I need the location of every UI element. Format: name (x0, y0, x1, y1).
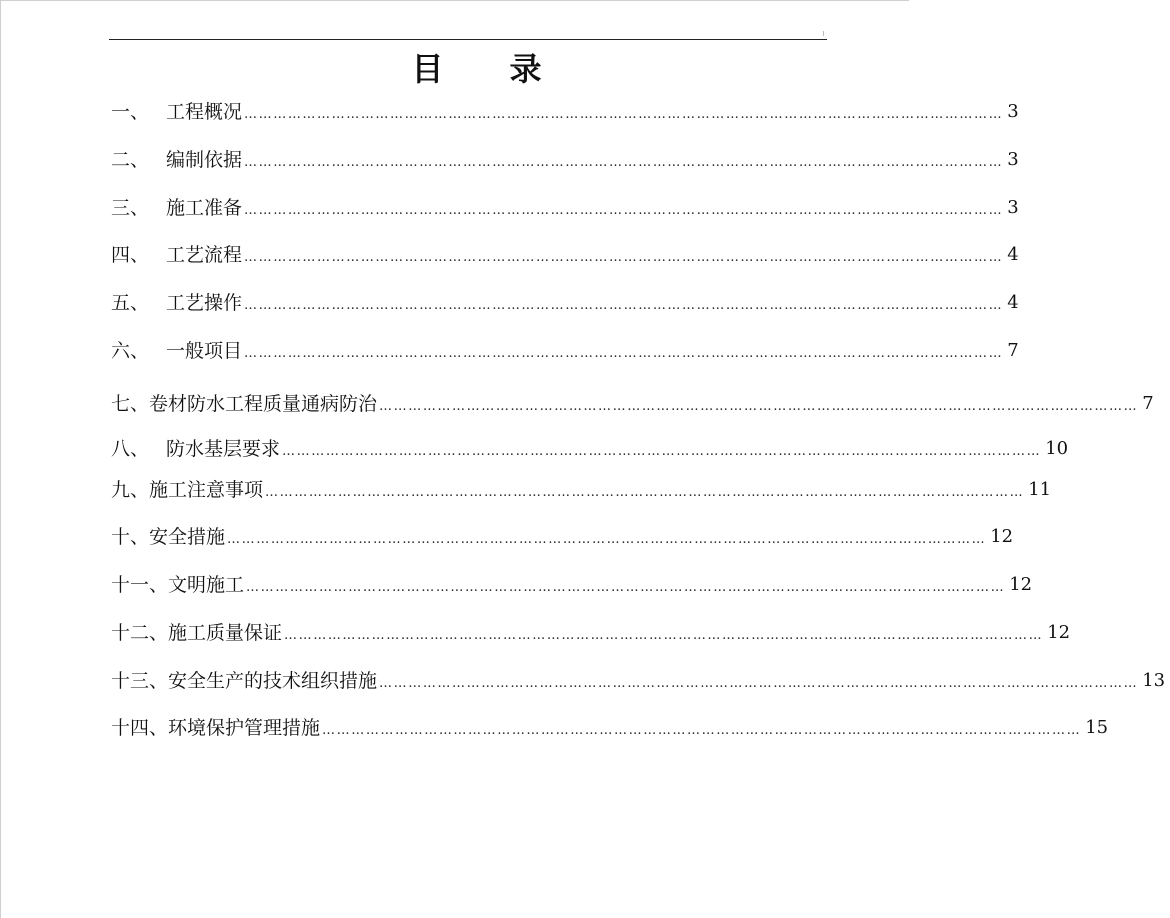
toc-entry[interactable] (111, 477, 1052, 503)
toc-entry-number: 七、 (111, 393, 150, 415)
toc-entry-number: 三、 (111, 197, 150, 219)
toc-entry-page: 4 (1007, 244, 1019, 265)
toc-entry-number: 八、 (111, 438, 150, 460)
toc-entry-page: 4 (1007, 292, 1019, 313)
toc-entry-label: 安全生产的技术组织措施 (168, 670, 378, 692)
toc-entry-number: 十二、 (111, 622, 169, 644)
toc-dot-leader: ………………………………………………………………………………………………………………………………………… (284, 628, 1044, 643)
toc-entry[interactable] (111, 242, 1019, 268)
toc-dot-leader: ………………………………………………………………………………………………………………………………………… (244, 250, 1004, 265)
toc-entry-number: 十、 (111, 526, 150, 548)
toc-entry-number: 四、 (111, 244, 150, 266)
toc-entry-label: 施工注意事项 (149, 479, 264, 501)
toc-entry-page: 7 (1142, 393, 1154, 414)
toc-dot-leader: ………………………………………………………………………………………………………………………………………… (244, 155, 1004, 170)
toc-entry[interactable] (111, 620, 1071, 646)
toc-entry[interactable] (111, 715, 1109, 741)
toc-entry[interactable] (111, 436, 1069, 462)
toc-dot-leader: ………………………………………………………………………………………………………………………………………… (244, 203, 1004, 218)
toc-dot-leader: ………………………………………………………………………………………………………………………………………… (282, 444, 1042, 459)
toc-dot-leader: ………………………………………………………………………………………………………………………………………… (379, 676, 1139, 691)
corner-mark (823, 31, 824, 36)
toc-entry[interactable] (111, 195, 1019, 221)
toc-entry-page: 13 (1142, 670, 1166, 691)
toc-entry-number: 十一、 (111, 574, 169, 596)
toc-entry[interactable] (111, 391, 1154, 417)
toc-entry[interactable] (111, 290, 1019, 316)
toc-entry-page: 3 (1007, 149, 1019, 170)
toc-dot-leader: ………………………………………………………………………………………………………………………………………… (244, 107, 1004, 122)
toc-title (1, 44, 910, 90)
toc-title-char-2: 录 (509, 50, 544, 88)
toc-entry-number: 九、 (111, 479, 150, 501)
toc-entry-page: 12 (1009, 574, 1033, 595)
toc-entry-page: 15 (1085, 717, 1109, 738)
toc-entry[interactable] (111, 572, 1033, 598)
toc-dot-leader: ………………………………………………………………………………………………………………………………………… (322, 723, 1082, 738)
toc-entry-label: 编制依据 (166, 149, 243, 171)
toc-entry-label: 工程概况 (166, 101, 243, 123)
toc-entry-page: 12 (990, 526, 1014, 547)
toc-dot-leader: ………………………………………………………………………………………………………………………………………… (227, 532, 987, 547)
toc-entry-number: 十三、 (111, 670, 169, 692)
toc-entry-label: 工艺操作 (166, 292, 243, 314)
toc-dot-leader: ………………………………………………………………………………………………………………………………………… (379, 399, 1139, 414)
toc-entry[interactable] (111, 338, 1019, 364)
toc-entry-number: 六、 (111, 340, 150, 362)
toc-entry-page: 7 (1007, 340, 1019, 361)
toc-entry[interactable] (111, 147, 1019, 173)
toc-entry-label: 安全措施 (149, 526, 226, 548)
toc-entry-number: 一、 (111, 101, 150, 123)
toc-entry-page: 3 (1007, 197, 1019, 218)
toc-entry-number: 五、 (111, 292, 150, 314)
toc-entry[interactable] (111, 99, 1019, 125)
toc-entry-page: 10 (1045, 438, 1069, 459)
header-rule (109, 39, 827, 40)
toc-entry-page: 3 (1007, 101, 1019, 122)
toc-entry-label: 一般项目 (166, 340, 243, 362)
toc-dot-leader: ………………………………………………………………………………………………………………………………………… (244, 298, 1004, 313)
toc-entry-label: 施工质量保证 (168, 622, 283, 644)
toc-entry-number: 二、 (111, 149, 150, 171)
toc-entry-label: 文明施工 (168, 574, 245, 596)
toc-dot-leader: ………………………………………………………………………………………………………………………………………… (246, 580, 1006, 595)
toc-entry-label: 施工准备 (166, 197, 243, 219)
toc-entry-page: 12 (1047, 622, 1071, 643)
toc-entry-label: 防水基层要求 (166, 438, 281, 460)
toc-entry-label: 卷材防水工程质量通病防治 (149, 393, 378, 415)
toc-entry-page: 11 (1028, 479, 1052, 500)
toc-dot-leader: ………………………………………………………………………………………………………………………………………… (265, 485, 1025, 500)
toc-entry[interactable] (111, 524, 1014, 550)
toc-entry-label: 工艺流程 (166, 244, 243, 266)
toc-entry[interactable] (111, 668, 1166, 694)
toc-dot-leader: ………………………………………………………………………………………………………………………………………… (244, 346, 1004, 361)
toc-entry-label: 环境保护管理措施 (168, 717, 321, 739)
toc-entry-number: 十四、 (111, 717, 169, 739)
toc-title-char-1: 目 (411, 50, 446, 88)
